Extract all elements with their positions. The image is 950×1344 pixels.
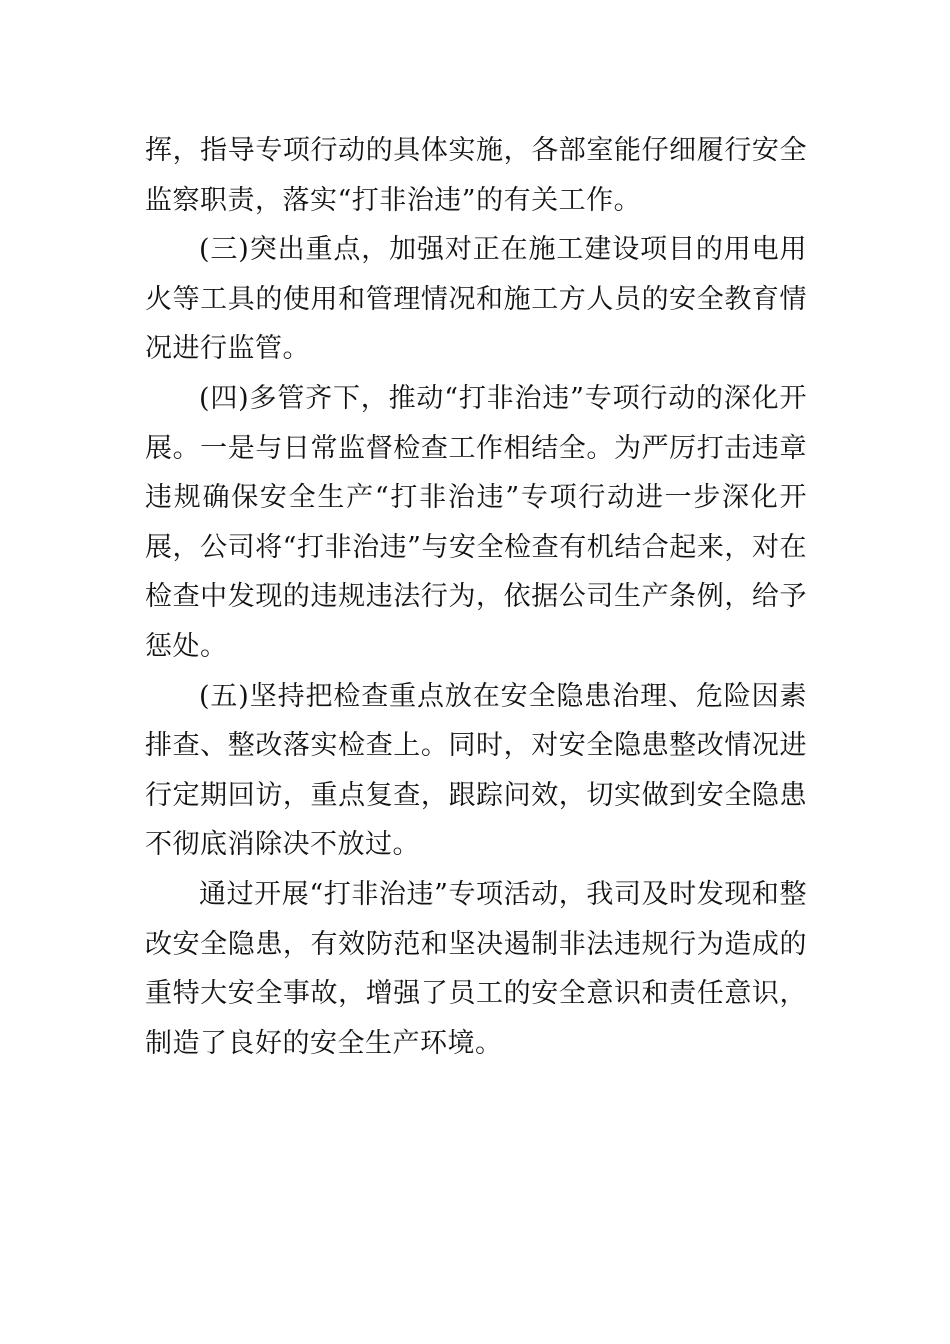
paragraph-section-five: (五)坚持把检查重点放在安全隐患治理、危险因素排查、整改落实检查上。同时，对安全隐患整改情况进行定期回访，重点复查，跟踪问效，切实做到安全隐患不彻底消除决不放过。 (145, 680, 807, 861)
paragraph-continuation: 挥，指导专项行动的具体实施，各部室能仔细履行安全监察职责，落实“打非治违”的有关工作。 (145, 135, 807, 216)
paragraph-conclusion: 通过开展“打非治违”专项活动，我司及时发现和整改安全隐患，有效防范和坚决遏制非法违规行为造成的重特大安全事故，增强了员工的安全意识和责任意识，制造了良好的安全生产环境。 (145, 878, 807, 1059)
paragraph-section-three: (三)突出重点，加强对正在施工建设项目的用电用火等工具的使用和管理情况和施工方人员的安全教育情况进行监管。 (145, 234, 807, 365)
document-page (145, 126, 807, 1068)
paragraph-section-four: (四)多管齐下，推动“打非治违”专项行动的深化开展。一是与日常监督检查工作相结全。为严厉打击违章违规确保安全生产“打非治违”专项行动进一步深化开展，公司将“打非治违”与安全检查有机结合起来，对在检查中发现的违规违法行为，依据公司生产条例，给予惩处。 (145, 382, 807, 662)
